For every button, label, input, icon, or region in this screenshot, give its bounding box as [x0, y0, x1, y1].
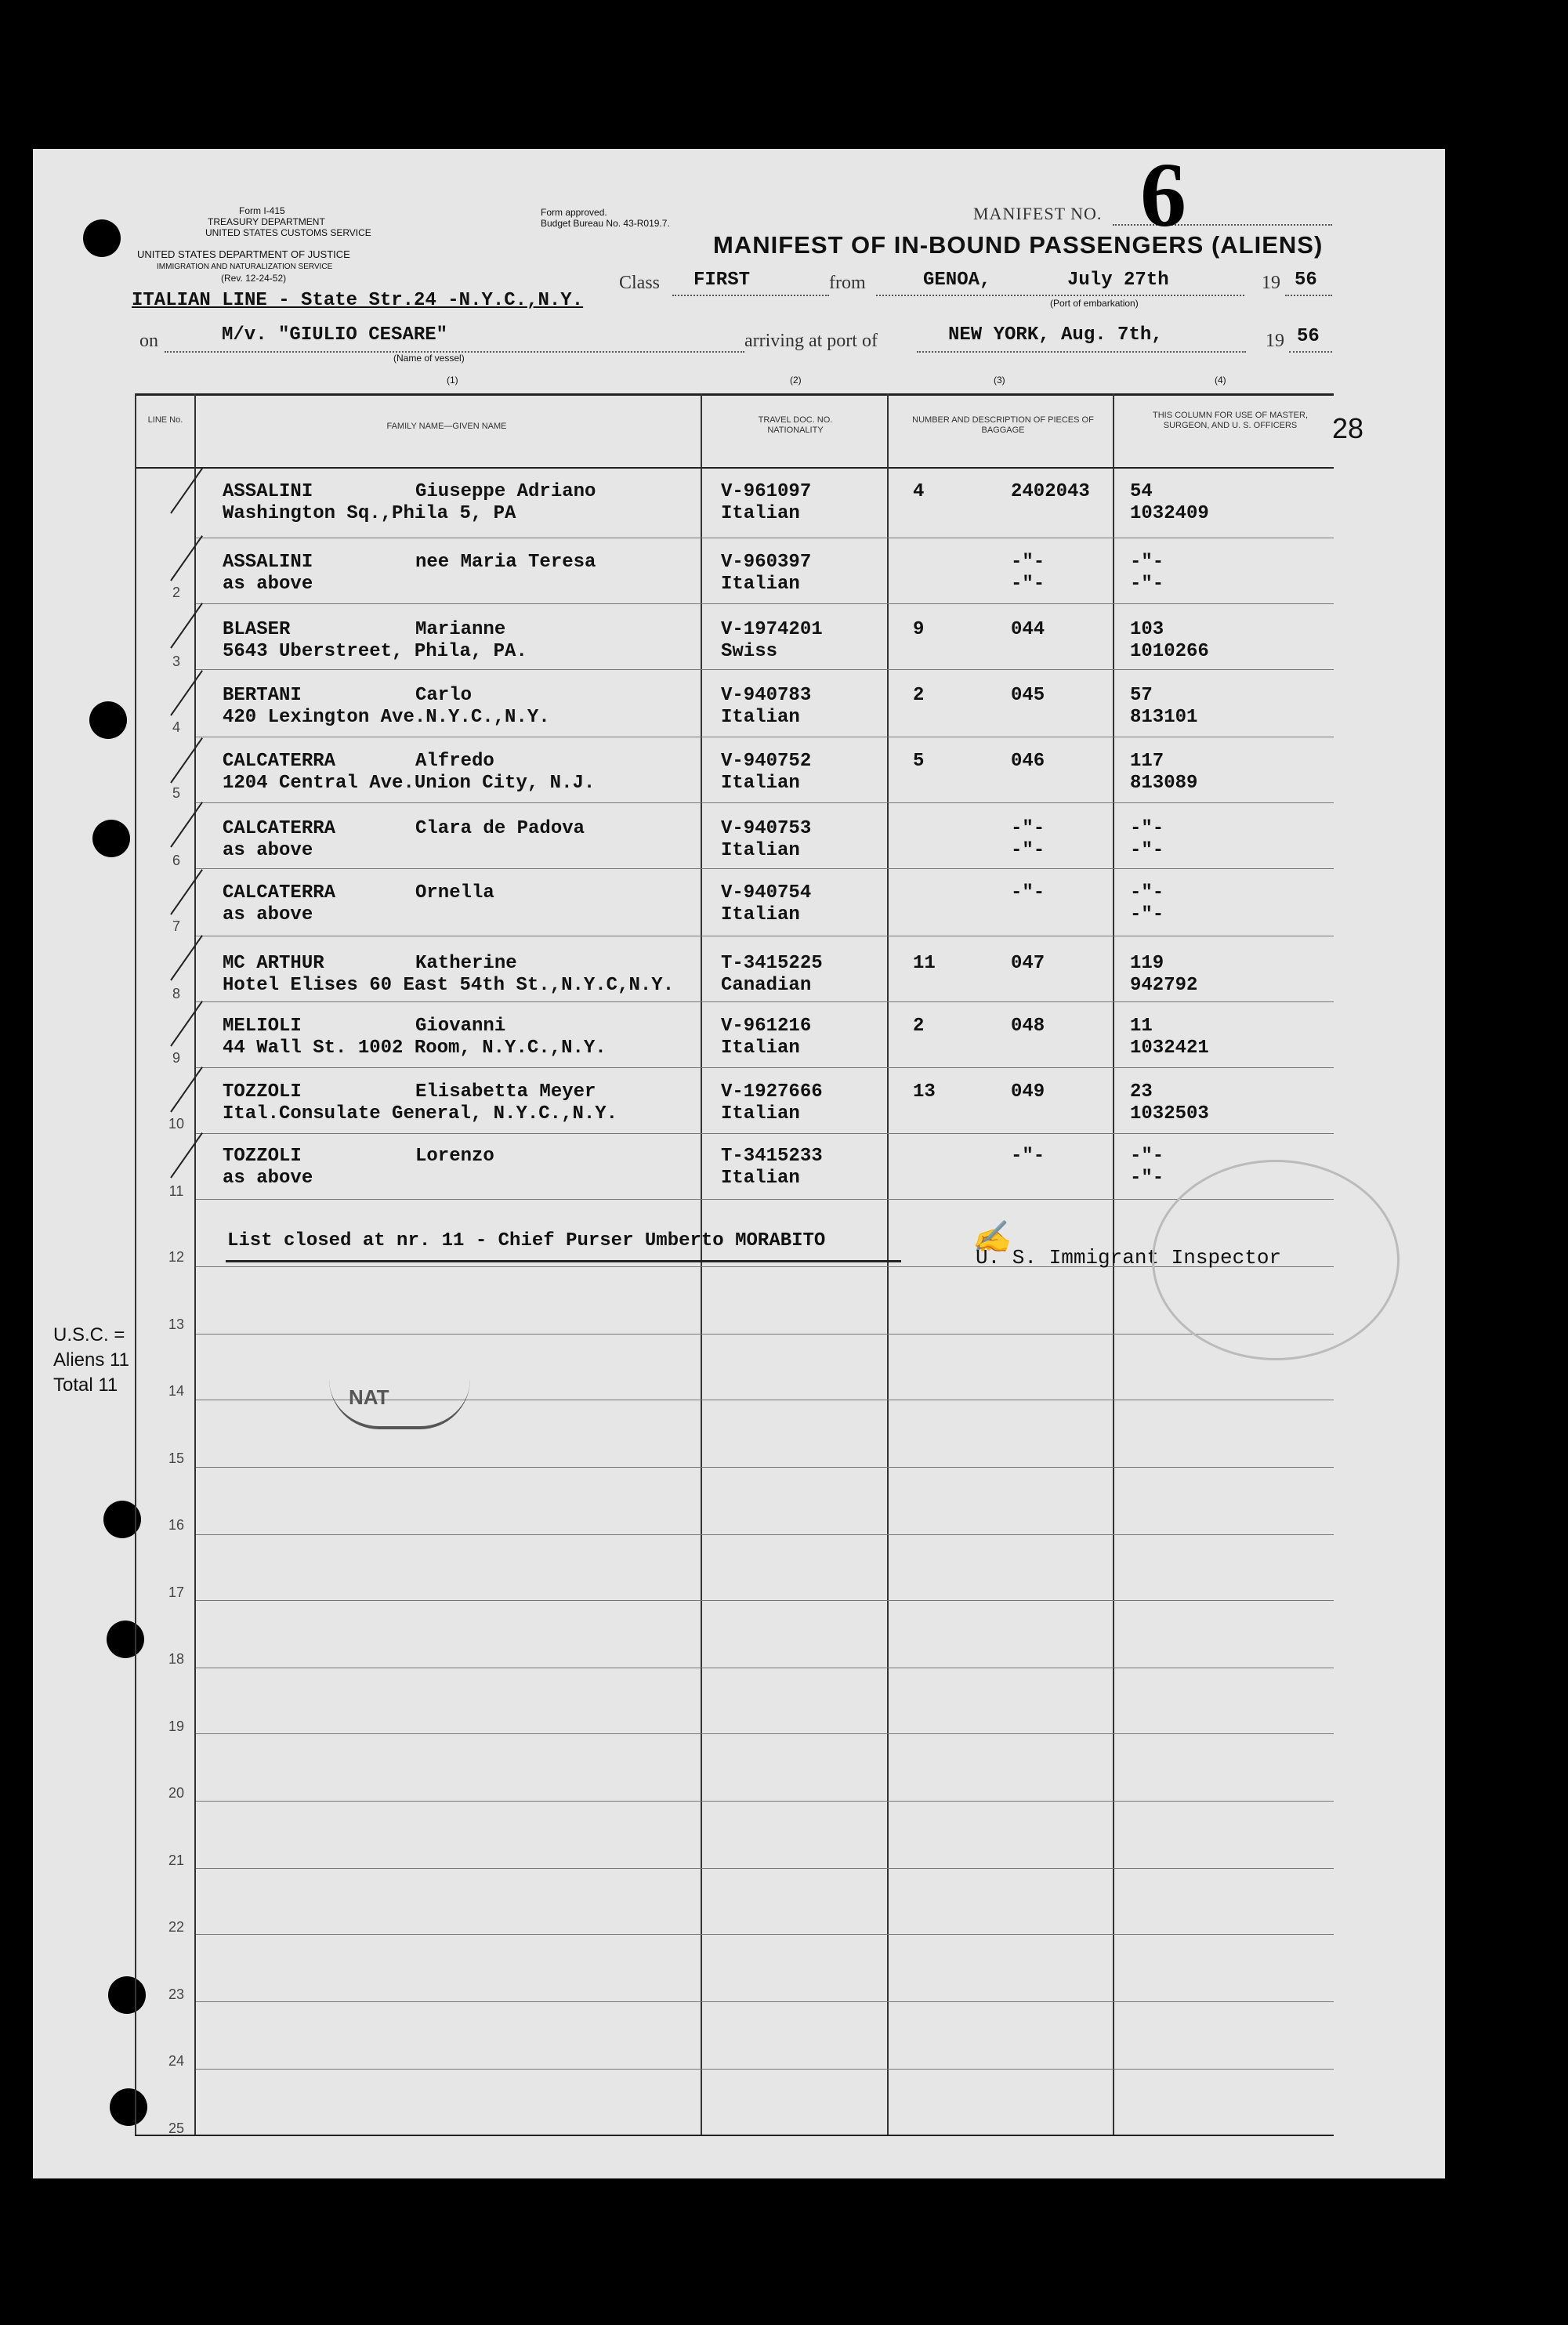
given-name: Clara de Padova	[415, 818, 585, 839]
address: Washington Sq.,Phila 5, PA	[223, 503, 516, 524]
baggage-count: 13	[913, 1081, 936, 1103]
empty-line-number: 19	[168, 1718, 185, 1734]
col-number-3: (3)	[994, 375, 1005, 386]
class-rule	[672, 295, 829, 296]
empty-line-number: 13	[168, 1316, 185, 1332]
baggage-count: 11	[913, 953, 936, 974]
margin-aliens: Aliens 11	[53, 1349, 129, 1371]
address: as above	[223, 574, 313, 595]
baggage-description: 048	[1011, 1016, 1045, 1037]
from-value: GENOA,	[923, 270, 991, 291]
line-number: 9	[172, 1050, 180, 1066]
given-name: Carlo	[415, 685, 473, 706]
given-name: Giuseppe Adriano	[415, 481, 596, 502]
travel-doc-no: V-940783	[721, 685, 812, 706]
empty-line-number: 15	[168, 1450, 185, 1466]
from-label: from	[829, 273, 866, 293]
header-bottom-rule	[135, 467, 1334, 469]
ins-service: IMMIGRATION AND NATURALIZATION SERVICE	[157, 263, 333, 271]
line-number: 3	[172, 654, 180, 669]
officer-note-2: 1032409	[1130, 503, 1209, 524]
empty-line-number: 25	[168, 2120, 185, 2136]
row-rule	[196, 2069, 1334, 2070]
arrival-year-rule	[1289, 351, 1332, 353]
arrival-rule	[917, 351, 1246, 353]
nationality: Italian	[721, 1103, 800, 1124]
officer-note: 117	[1130, 751, 1164, 772]
line-company: ITALIAN LINE - State Str.24 -N.Y.C.,N.Y.	[132, 290, 584, 311]
line-number: 11	[168, 1183, 184, 1199]
line-no-col-rule	[194, 393, 196, 2136]
nationality: Italian	[721, 904, 800, 925]
class-label: Class	[619, 273, 661, 293]
officer-note-2: -"-	[1130, 574, 1164, 595]
officer-note-2: 1032503	[1130, 1103, 1209, 1124]
justice-dept: UNITED STATES DEPARTMENT OF JUSTICE	[137, 248, 350, 260]
officer-note: 57	[1130, 685, 1153, 706]
row-rule	[196, 1733, 1334, 1734]
given-name: Giovanni	[415, 1016, 506, 1037]
address: as above	[223, 1168, 313, 1189]
header-line-no: LINE No.	[147, 415, 183, 425]
row-rule	[196, 1001, 1334, 1002]
baggage-description: 046	[1011, 751, 1045, 772]
row-rule	[196, 802, 1334, 803]
vessel-name: M/v. "GIULIO CESARE"	[222, 324, 448, 346]
given-name: nee Maria Teresa	[415, 552, 596, 573]
inspector-caption: U. S. Immigrant Inspector	[976, 1246, 1282, 1269]
nationality: Italian	[721, 1168, 800, 1189]
from-rule	[876, 295, 1244, 296]
nationality: Italian	[721, 773, 800, 794]
travel-doc-no: V-961216	[721, 1016, 812, 1037]
baggage-count: 9	[913, 619, 925, 640]
row-rule	[196, 1334, 1334, 1335]
year-rule	[1285, 295, 1332, 296]
officer-note: -"-	[1130, 1146, 1164, 1167]
punch-hole	[107, 1621, 144, 1658]
officer-note: 54	[1130, 481, 1153, 502]
inspector-signature: ✍	[972, 1219, 1011, 1255]
baggage-count: 4	[913, 481, 925, 502]
line-number: 7	[172, 918, 180, 934]
inspection-stamp	[1152, 1160, 1400, 1360]
on-label: on	[139, 331, 158, 351]
empty-line-number: 17	[168, 1584, 185, 1600]
officer-note: -"-	[1130, 882, 1164, 904]
officer-note-2: 942792	[1130, 975, 1198, 996]
treasury-dept: TREASURY DEPARTMENT	[208, 216, 325, 227]
family-name: CALCATERRA	[223, 818, 336, 839]
nationality: Swiss	[721, 641, 778, 662]
given-name: Elisabetta Meyer	[415, 1081, 596, 1103]
col-number-1: (1)	[447, 375, 458, 386]
header-officers: THIS COLUMN FOR USE OF MASTER, SURGEON, AND U. S. OFFICERS	[1152, 411, 1308, 430]
line-number: 8	[172, 986, 180, 1001]
row-rule	[196, 669, 1334, 670]
manifest-title: MANIFEST OF IN-BOUND PASSENGERS (ALIENS)	[713, 231, 1324, 259]
baggage-description: -"-	[1011, 882, 1045, 904]
closing-note: List closed at nr. 11 - Chief Purser Umberto MORABITO	[227, 1230, 826, 1251]
family-name: MC ARTHUR	[223, 953, 324, 974]
customs-service: UNITED STATES CUSTOMS SERVICE	[205, 227, 371, 238]
closing-note-underline	[226, 1260, 901, 1262]
baggage-description: -"-	[1011, 552, 1045, 573]
col-number-2: (2)	[790, 375, 802, 386]
arrival-year-prefix: 19	[1266, 331, 1284, 351]
row-rule	[196, 2001, 1334, 2002]
row-rule	[196, 1199, 1334, 1200]
col-number-4: (4)	[1215, 375, 1226, 386]
travel-doc-no: V-940753	[721, 818, 812, 839]
date-value: July 27th	[1067, 270, 1169, 291]
nationality: Italian	[721, 503, 800, 524]
family-name: MELIOLI	[223, 1016, 302, 1037]
row-rule	[196, 1133, 1334, 1134]
header-baggage: NUMBER AND DESCRIPTION OF PIECES OF BAGGAGE	[912, 415, 1094, 435]
baggage-description: -"-	[1011, 1146, 1045, 1167]
given-name: Ornella	[415, 882, 494, 904]
family-name: BLASER	[223, 619, 291, 640]
vessel-caption: (Name of vessel)	[393, 353, 465, 364]
header-travel-doc: TRAVEL DOC. NO. NATIONALITY	[758, 415, 833, 435]
nationality: Canadian	[721, 975, 812, 996]
family-name: CALCATERRA	[223, 751, 336, 772]
margin-total: Total 11	[53, 1374, 118, 1396]
officer-note: 119	[1130, 953, 1164, 974]
nationality: Italian	[721, 574, 800, 595]
officer-note-2: 813101	[1130, 707, 1198, 728]
baggage-description: 049	[1011, 1081, 1045, 1103]
officer-note-2: 813089	[1130, 773, 1198, 794]
baggage-description: -"-	[1011, 818, 1045, 839]
address: 420 Lexington Ave.N.Y.C.,N.Y.	[223, 707, 550, 728]
empty-line-number: 20	[168, 1785, 185, 1801]
empty-line-number: 22	[168, 1919, 185, 1935]
manifest-number: 6	[1140, 143, 1186, 246]
nationality: Italian	[721, 840, 800, 861]
table-top-rule	[135, 393, 1334, 396]
row-rule	[196, 1067, 1334, 1068]
officer-note-2: 1010266	[1130, 641, 1209, 662]
partial-stamp-text: NAT	[349, 1385, 389, 1409]
officer-note-2: -"-	[1130, 840, 1164, 861]
address: 1204 Central Ave.Union City, N.J.	[223, 773, 596, 794]
punch-hole	[83, 219, 121, 257]
punch-hole	[89, 701, 127, 739]
address: 44 Wall St. 1002 Room, N.Y.C.,N.Y.	[223, 1038, 607, 1059]
travel-doc-no: V-960397	[721, 552, 812, 573]
baggage-description-2: -"-	[1011, 840, 1045, 861]
arrival-value: NEW YORK, Aug. 7th,	[948, 324, 1163, 346]
row-rule	[196, 1600, 1334, 1601]
travel-doc-no: V-1927666	[721, 1081, 823, 1103]
header-name: FAMILY NAME—GIVEN NAME	[386, 422, 507, 431]
row-rule	[196, 1934, 1334, 1935]
family-name: BERTANI	[223, 685, 302, 706]
travel-doc-no: V-940752	[721, 751, 812, 772]
given-name: Katherine	[415, 953, 517, 974]
manifest-no-label: MANIFEST NO.	[973, 204, 1103, 223]
officer-note: 103	[1130, 619, 1164, 640]
empty-line-number: 16	[168, 1517, 185, 1533]
line-number: 4	[172, 719, 180, 735]
baggage-count: 2	[913, 685, 925, 706]
doc-col-rule	[887, 393, 889, 2136]
given-name: Marianne	[415, 619, 506, 640]
empty-line-number: 18	[168, 1651, 185, 1667]
row-rule	[196, 1868, 1334, 1869]
baggage-description: 2402043	[1011, 481, 1090, 502]
family-name: ASSALINI	[223, 552, 313, 573]
officer-note: -"-	[1130, 818, 1164, 839]
table-bottom-rule	[135, 2135, 1334, 2136]
officer-note-2: -"-	[1130, 904, 1164, 925]
form-approved: Form approved.	[541, 207, 607, 218]
table-left-rule	[135, 393, 136, 2136]
baggage-count: 2	[913, 1016, 925, 1037]
line-number: 6	[172, 853, 180, 868]
given-name: Alfredo	[415, 751, 494, 772]
row-rule	[196, 1534, 1334, 1535]
margin-usc: U.S.C. =	[53, 1324, 125, 1345]
page-number: 28	[1332, 412, 1364, 444]
baggage-description-2: -"-	[1011, 574, 1045, 595]
family-name: ASSALINI	[223, 481, 313, 502]
line-number: 2	[172, 585, 180, 600]
officer-note: 11	[1130, 1016, 1153, 1037]
officer-note-2: 1032421	[1130, 1038, 1209, 1059]
line-number: 5	[172, 785, 180, 801]
baggage-description: 044	[1011, 619, 1045, 640]
baggage-description: 045	[1011, 685, 1045, 706]
port-embark-caption: (Port of embarkation)	[1050, 298, 1139, 309]
address: 5643 Uberstreet, Phila, PA.	[223, 641, 527, 662]
address: Ital.Consulate General, N.Y.C.,N.Y.	[223, 1103, 618, 1124]
empty-line-number: 23	[168, 1986, 185, 2002]
punch-hole	[110, 2088, 147, 2126]
nationality: Italian	[721, 707, 800, 728]
family-name: TOZZOLI	[223, 1146, 302, 1167]
row-rule	[196, 1801, 1334, 1802]
travel-doc-no: V-961097	[721, 481, 812, 502]
travel-doc-no: T-3415225	[721, 953, 823, 974]
family-name: TOZZOLI	[223, 1081, 302, 1103]
line-number: 10	[168, 1116, 185, 1132]
row-rule	[196, 1467, 1334, 1468]
class-value: FIRST	[693, 270, 751, 291]
empty-line-number: 24	[168, 2053, 185, 2069]
year-value: 56	[1295, 270, 1317, 291]
baggage-count: 5	[913, 751, 925, 772]
travel-doc-no: V-1974201	[721, 619, 823, 640]
nationality: Italian	[721, 1038, 800, 1059]
punch-hole	[92, 820, 130, 857]
given-name: Lorenzo	[415, 1146, 494, 1167]
row-rule	[196, 868, 1334, 869]
baggage-description: 047	[1011, 953, 1045, 974]
form-number: Form I-415	[239, 205, 285, 216]
empty-line-number: 14	[168, 1383, 185, 1399]
travel-doc-no: V-940754	[721, 882, 812, 904]
year-prefix: 19	[1262, 273, 1280, 293]
officer-note: -"-	[1130, 552, 1164, 573]
form-revision: (Rev. 12-24-52)	[221, 273, 287, 284]
travel-doc-no: T-3415233	[721, 1146, 823, 1167]
officer-note: 23	[1130, 1081, 1153, 1103]
address: Hotel Elises 60 East 54th St.,N.Y.C,N.Y.	[223, 975, 675, 996]
budget-bureau: Budget Bureau No. 43-R019.7.	[541, 218, 670, 229]
empty-line-number: 21	[168, 1852, 185, 1868]
punch-hole	[108, 1976, 146, 2014]
address: as above	[223, 904, 313, 925]
row-rule	[196, 603, 1334, 604]
empty-line-number: 12	[168, 1249, 185, 1265]
arrival-year: 56	[1297, 326, 1320, 347]
name-col-rule	[701, 393, 702, 2136]
address: as above	[223, 840, 313, 861]
officer-note-2: -"-	[1130, 1168, 1164, 1189]
arriving-label: arriving at port of	[744, 331, 878, 351]
family-name: CALCATERRA	[223, 882, 336, 904]
